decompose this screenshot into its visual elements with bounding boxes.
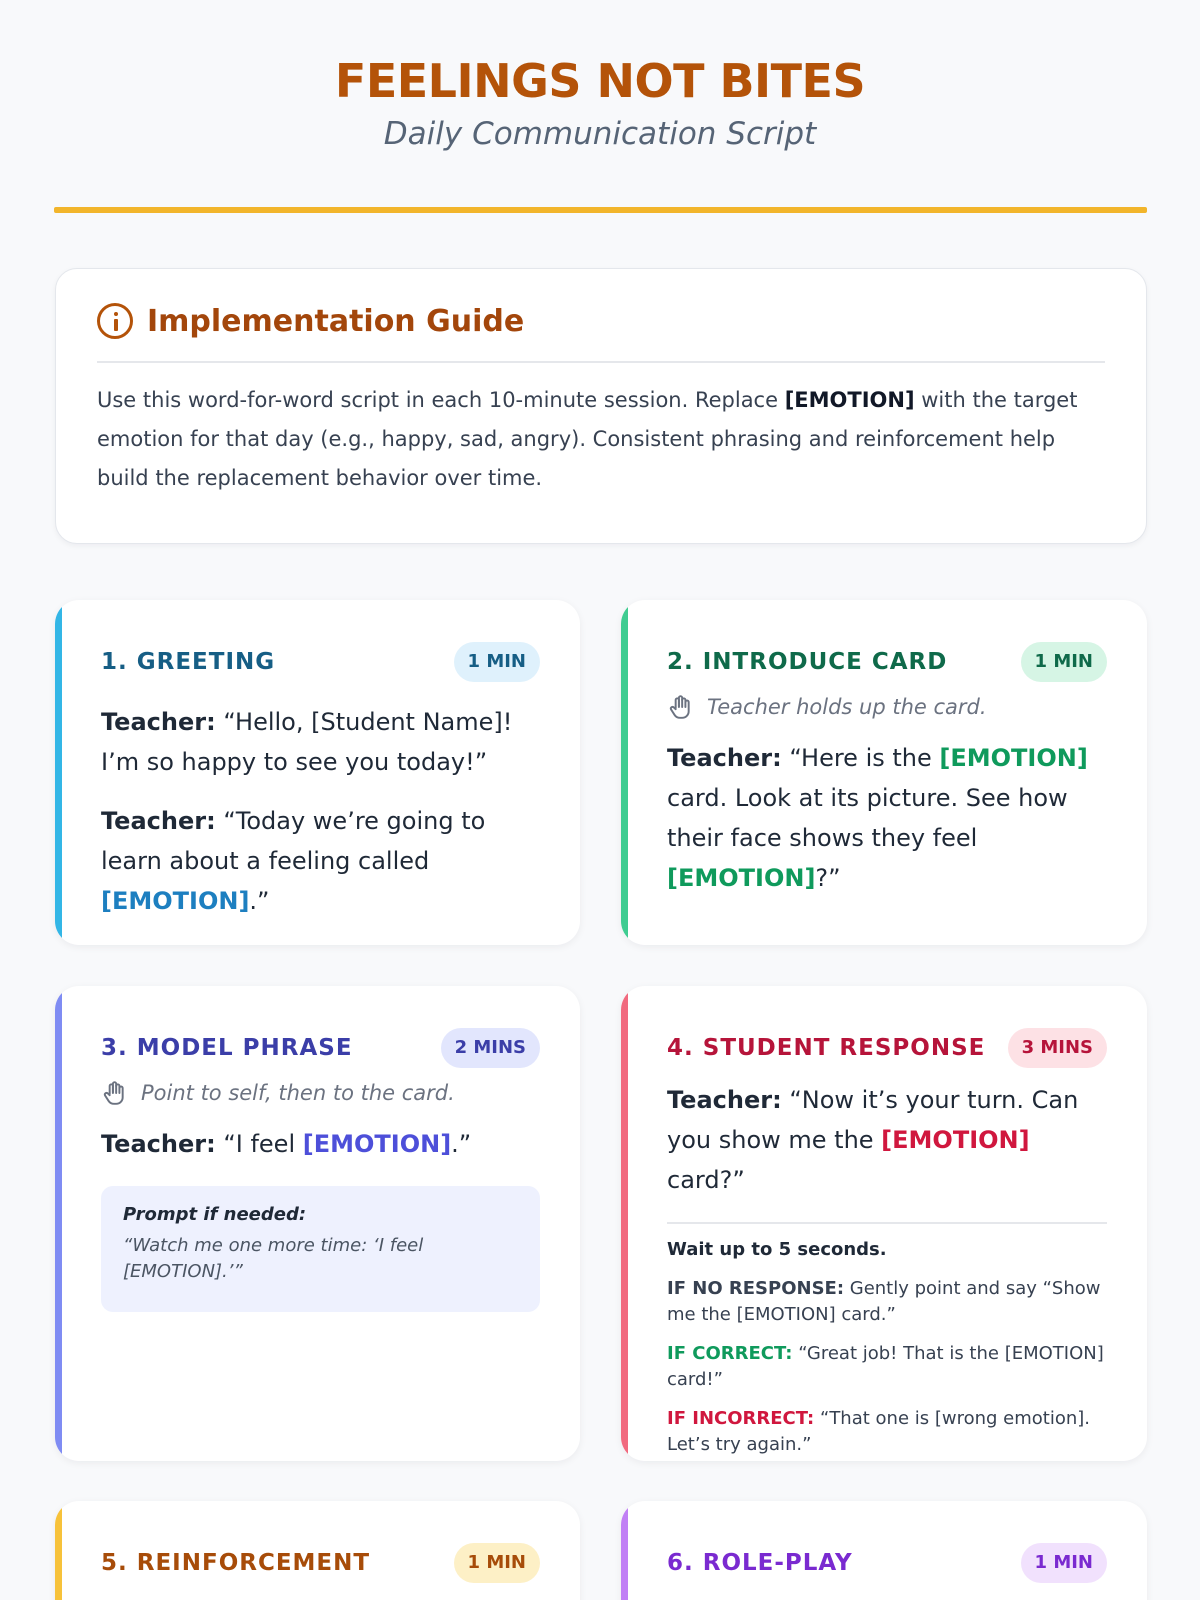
- speaker-label: Teacher:: [101, 708, 216, 736]
- wait-instruction: Wait up to 5 seconds.: [667, 1239, 887, 1260]
- guide-text-part: Use this word-for-word script in each 10-minute session. Replace: [97, 388, 785, 412]
- emotion-placeholder: [EMOTION]: [881, 1126, 1030, 1154]
- step-title: 1. GREETING: [101, 649, 276, 675]
- step-card-greeting: [55, 600, 580, 945]
- condition-text: “Great job! That is the [EMOTION] card!”: [667, 1343, 1104, 1390]
- stage-direction-text: Point to self, then to the card.: [141, 1081, 455, 1105]
- script-text: card. Look at its picture. See how their face shows they feel: [667, 784, 1068, 852]
- step-card-student-response: [621, 986, 1147, 1461]
- hand-icon: [667, 694, 693, 720]
- time-badge: 1 MIN: [454, 642, 540, 682]
- time-badge: 2 MINS: [441, 1028, 540, 1068]
- guide-text-part: with the target emotion for that day (e.g., happy, sad, angry). Consistent phrasing and reinforcement help build the replacement behavior over time.: [97, 388, 1078, 490]
- page-title: FEELINGS NOT BITES: [334, 54, 866, 108]
- condition-text: “That one is [wrong emotion]. Let’s try again.”: [667, 1408, 1091, 1455]
- guide-text: [97, 381, 1105, 498]
- step-card-model-phrase: [55, 986, 580, 1461]
- condition-label: IF NO RESPONSE:: [667, 1278, 845, 1299]
- time-badge: 1 MIN: [1021, 642, 1107, 682]
- script-line: [667, 1080, 1107, 1200]
- step-title: 2. INTRODUCE CARD: [667, 649, 948, 675]
- prompt-box: [101, 1186, 540, 1312]
- script-text: “I feel: [223, 1130, 303, 1158]
- step-card-introduce-card: [621, 600, 1147, 945]
- script-line: [101, 801, 540, 921]
- correct-instruction: [667, 1341, 1107, 1393]
- emotion-placeholder: [EMOTION]: [939, 744, 1088, 772]
- guide-divider: [97, 361, 1105, 363]
- condition-label: IF CORRECT:: [667, 1343, 793, 1364]
- script-text: “Today we’re going to learn about a feeling called: [101, 807, 486, 875]
- script-text: “Now it’s your turn. Can you show me the: [667, 1086, 1079, 1154]
- step-title: 3. MODEL PHRASE: [101, 1035, 353, 1061]
- response-divider: [667, 1222, 1107, 1224]
- hand-icon: [101, 1080, 127, 1106]
- script-line: [101, 1124, 540, 1164]
- emotion-placeholder: [EMOTION]: [667, 864, 816, 892]
- step-title: 6. ROLE-PLAY: [667, 1550, 853, 1576]
- emotion-placeholder: [EMOTION]: [101, 887, 250, 915]
- script-text: “Hello, [Student Name]! I’m so happy to see you today!”: [101, 708, 513, 776]
- time-badge: 3 MINS: [1008, 1028, 1107, 1068]
- script-line: [667, 738, 1107, 898]
- step-card-reinforcement: [55, 1501, 580, 1600]
- stage-direction-text: Teacher holds up the card.: [707, 695, 987, 719]
- script-text: ?”: [815, 864, 841, 892]
- no-response-instruction: [667, 1276, 1107, 1328]
- time-badge: 1 MIN: [454, 1543, 540, 1583]
- step-title: 5. REINFORCEMENT: [101, 1550, 371, 1576]
- emotion-placeholder: [EMOTION]: [302, 1130, 452, 1158]
- incorrect-instruction: [667, 1406, 1107, 1458]
- guide-placeholder: [EMOTION]: [784, 388, 915, 412]
- info-circle-icon: [97, 303, 133, 339]
- guide-title: Implementation Guide: [147, 303, 525, 339]
- speaker-label: Teacher:: [101, 807, 216, 835]
- stage-direction: [667, 694, 1107, 720]
- condition-text: Gently point and say “Show me the [EMOTION] card.”: [667, 1278, 1101, 1325]
- script-text: .”: [451, 1130, 472, 1158]
- page-header: [0, 0, 1200, 154]
- script-text: “Here is the: [789, 744, 940, 772]
- header-divider: [54, 207, 1147, 213]
- stage-direction: [101, 1080, 540, 1106]
- script-text: .”: [249, 887, 270, 915]
- page-subtitle: Daily Communication Script: [383, 116, 817, 152]
- speaker-label: Teacher:: [667, 1086, 782, 1114]
- time-badge: 1 MIN: [1021, 1543, 1107, 1583]
- implementation-guide: [55, 268, 1147, 544]
- prompt-label: Prompt if needed:: [123, 1204, 307, 1225]
- script-line: [101, 702, 540, 782]
- prompt-text: “Watch me one more time: ‘I feel [EMOTION].’”: [123, 1235, 424, 1282]
- step-card-role-play: [621, 1501, 1147, 1600]
- step-title: 4. STUDENT RESPONSE: [667, 1035, 986, 1061]
- speaker-label: Teacher:: [101, 1130, 216, 1158]
- speaker-label: Teacher:: [667, 744, 782, 772]
- script-text: card?”: [667, 1166, 745, 1194]
- condition-label: IF INCORRECT:: [667, 1408, 815, 1429]
